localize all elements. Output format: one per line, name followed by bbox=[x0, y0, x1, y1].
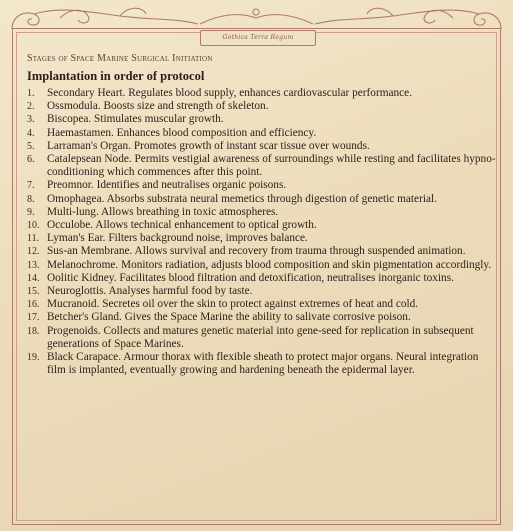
item-number: 9. bbox=[27, 206, 35, 218]
item-text: Occulobe. Allows technical enhancement to optical growth. bbox=[47, 219, 317, 232]
item-text: Catalepsean Node. Permits vestigial awareness of surroundings while resting and facilitates hypno-conditioning which commences after this point. bbox=[47, 153, 496, 179]
item-text: Secondary Heart. Regulates blood supply, enhances cardiovascular performance. bbox=[47, 87, 413, 99]
list-item bbox=[27, 232, 497, 245]
section-title: Stages of Space Marine Surgical Initiation bbox=[27, 53, 213, 64]
list-item bbox=[27, 325, 497, 351]
item-number: 14. bbox=[27, 272, 40, 284]
list-item bbox=[27, 127, 497, 140]
list-item bbox=[27, 87, 497, 100]
item-text: Ossmodula. Boosts size and strength of skeleton. bbox=[47, 100, 269, 113]
item-text: Betcher's Gland. Gives the Space Marine the ability to salivate corrosive poison. bbox=[47, 311, 411, 324]
list-item bbox=[27, 259, 497, 272]
item-text: Neuroglottis. Analyses harmful food by taste. bbox=[47, 285, 253, 298]
item-text: Lyman's Ear. Filters background noise, improves balance. bbox=[47, 232, 308, 245]
item-text: Preomnor. Identifies and neutralises organic poisons. bbox=[47, 179, 287, 192]
item-number: 1. bbox=[27, 88, 35, 99]
list-item bbox=[27, 351, 497, 377]
list-item bbox=[27, 153, 497, 179]
item-number: 6. bbox=[27, 154, 35, 166]
item-text: Mucranoid. Secretes oil over the skin to protect against extremes of heat and cold. bbox=[47, 298, 419, 311]
item-number: 13. bbox=[27, 259, 40, 271]
list-item bbox=[27, 100, 497, 113]
list-subtitle: Implantation in order of protocol bbox=[27, 69, 205, 83]
item-text: Haemastamen. Enhances blood composition and efficiency. bbox=[47, 126, 317, 139]
item-number: 7. bbox=[27, 180, 35, 192]
list-item bbox=[27, 272, 497, 285]
list-item bbox=[27, 206, 497, 219]
list-item bbox=[27, 193, 497, 206]
list-item bbox=[27, 179, 497, 192]
list-item bbox=[27, 140, 497, 153]
item-number: 2. bbox=[27, 101, 35, 113]
item-text: Multi-lung. Allows breathing in toxic atmospheres. bbox=[47, 205, 279, 218]
banner-label: Gothica Terra Regum bbox=[200, 30, 316, 46]
item-number: 3. bbox=[27, 114, 35, 126]
list-item bbox=[27, 311, 497, 324]
item-number: 8. bbox=[27, 193, 35, 205]
item-text: Larraman's Organ. Promotes growth of instant scar tissue over wounds. bbox=[47, 139, 370, 152]
list-item bbox=[27, 113, 497, 126]
item-number: 11. bbox=[27, 233, 40, 245]
item-number: 18. bbox=[27, 325, 40, 337]
list-item bbox=[27, 245, 497, 258]
item-text: Omophagea. Absorbs substrata neural memetics through digestion of genetic material. bbox=[47, 192, 437, 205]
item-number: 12. bbox=[27, 246, 40, 258]
list-item bbox=[27, 298, 497, 311]
item-number: 17. bbox=[27, 312, 40, 324]
item-text: Oolitic Kidney. Facilitates blood filtration and detoxification, neutralises inorganic toxins. bbox=[47, 271, 454, 284]
item-text: Biscopea. Stimulates muscular growth. bbox=[47, 113, 224, 126]
item-text: Black Carapace. Armour thorax with flexible sheath to protect major organs. Neural integration film is implanted, eventually growing and hardening beneath the epidermal layer. bbox=[47, 351, 479, 377]
item-number: 10. bbox=[27, 220, 40, 232]
item-text: Progenoids. Collects and matures genetic material into gene-seed for replication in subsequent generations of Space Marines. bbox=[47, 324, 474, 350]
item-number: 4. bbox=[27, 127, 35, 139]
list-item bbox=[27, 285, 497, 298]
item-text: Melanochrome. Monitors radiation, adjusts blood composition and skin pigmentation accordingly. bbox=[47, 258, 492, 271]
implant-list bbox=[27, 87, 497, 377]
item-number: 15. bbox=[27, 286, 40, 298]
item-number: 16. bbox=[27, 299, 40, 311]
list-item bbox=[27, 219, 497, 232]
item-number: 5. bbox=[27, 140, 35, 152]
item-text: Sus-an Membrane. Allows survival and recovery from trauma through suspended animation. bbox=[47, 245, 466, 258]
item-number: 19. bbox=[27, 352, 40, 364]
